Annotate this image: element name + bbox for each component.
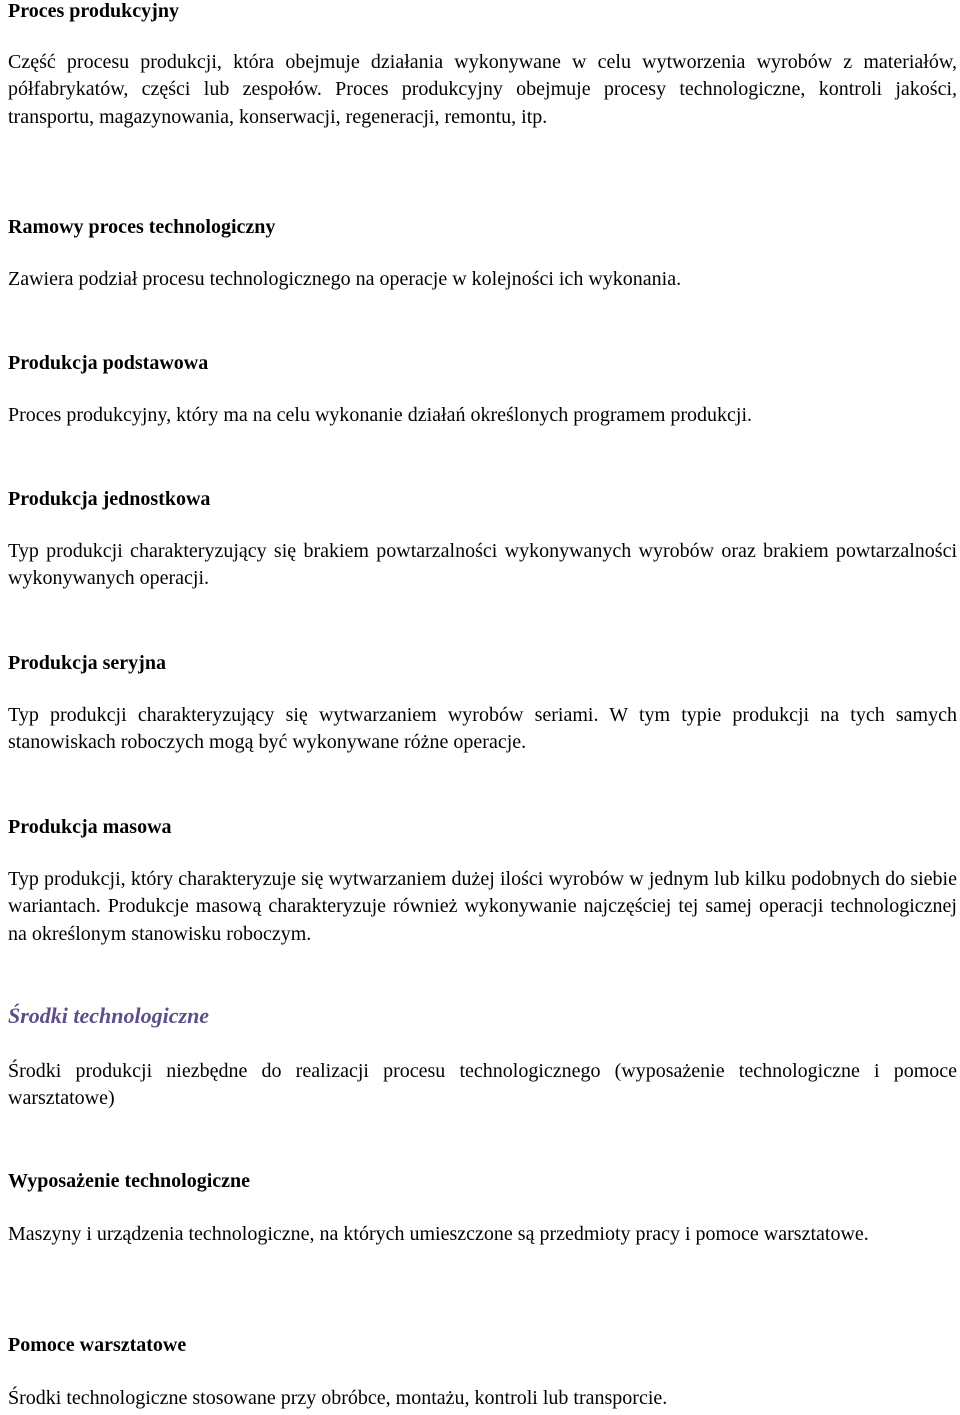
section-proces-produkcyjny [8, 0, 957, 131]
section-produkcja-podstawowa [8, 352, 957, 429]
section-text: Typ produkcji charakteryzujący się brakiem powtarzalności wykonywanych wyrobów oraz brakiem powtarzalności wykonywanych operacji. [8, 540, 957, 590]
section-text: Maszyny i urządzenia technologiczne, na których umieszczone są przedmioty pracy i pomoce warsztatowe. [8, 1223, 869, 1245]
section-ramowy-proces [8, 216, 957, 293]
section-text: Środki produkcji niezbędne do realizacji procesu technologicznego (wyposażenie technologiczne i pomoce warsztatowe) [8, 1060, 957, 1110]
section-text: Środki technologiczne stosowane przy obróbce, montażu, kontroli lub transporcie. [8, 1387, 668, 1409]
section-heading: Produkcja seryjna [8, 652, 166, 674]
section-heading: Ramowy proces technologiczny [8, 216, 276, 238]
section-text: Typ produkcji charakteryzujący się wytwarzaniem wyrobów seriami. W tym typie produkcji na tych samych stanowiskach roboczych mogą być wykonywane różne operacje. [8, 704, 957, 754]
section-produkcja-seryjna [8, 652, 957, 757]
section-text: Proces produkcyjny, który ma na celu wykonanie działań określonych programem produkcji. [8, 404, 753, 426]
section-pomoce-warsztatowe [8, 1334, 957, 1412]
section-produkcja-jednostkowa [8, 488, 957, 593]
section-heading: Produkcja masowa [8, 816, 172, 838]
section-text: Część procesu produkcji, która obejmuje działania wykonywane w celu wytworzenia wyrobów z materiałów, półfabrykatów, części lub zespołów. Proces produkcyjny obejmuje procesy technologiczne, kontroli jakości, transportu, magazynowania, konserwacji, regeneracji, remontu, itp. [8, 51, 957, 128]
section-wyposazenie-technologiczne [8, 1170, 957, 1248]
section-heading: Produkcja podstawowa [8, 352, 209, 374]
section-heading: Proces produkcyjny [8, 0, 179, 22]
section-text: Typ produkcji, który charakteryzuje się wytwarzaniem dużej ilości wyrobów w jednym lub kilku podobnych do siebie wariantach. Produkcje masową charakteryzuje również wykonywanie najczęściej tej samej operacji technologicznej na określonym stanowisku roboczym. [8, 868, 957, 945]
section-produkcja-masowa [8, 816, 957, 948]
section-heading: Wyposażenie technologiczne [8, 1170, 251, 1192]
section-heading: Pomoce warsztatowe [8, 1334, 187, 1356]
section-heading: Produkcja jednostkowa [8, 488, 211, 510]
section-text: Zawiera podział procesu technologicznego na operacje w kolejności ich wykonania. [8, 268, 682, 290]
section-heading-link: Środki technologiczne [8, 1003, 210, 1028]
section-srodki-technologiczne [8, 1005, 957, 1113]
